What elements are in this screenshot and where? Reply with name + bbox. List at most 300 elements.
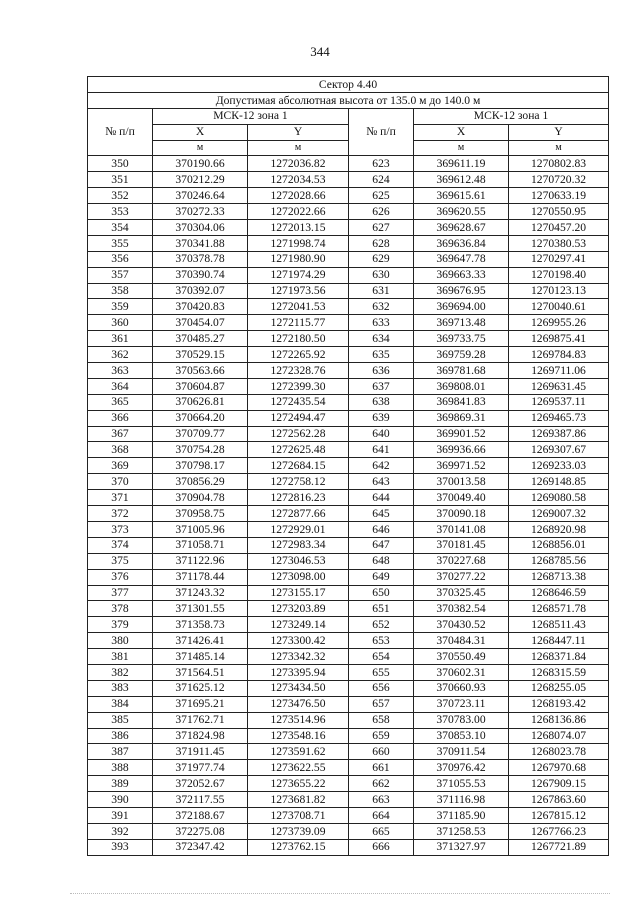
point-number-left: 374 bbox=[88, 537, 153, 553]
x-coordinate-right: 370783.00 bbox=[414, 712, 509, 728]
point-number-left: 392 bbox=[88, 823, 153, 839]
y-coordinate-left: 1272625.48 bbox=[248, 442, 349, 458]
point-number-right: 663 bbox=[349, 792, 414, 808]
point-number-right: 644 bbox=[349, 490, 414, 506]
x-coordinate-right: 369733.75 bbox=[414, 331, 509, 347]
point-number-right: 664 bbox=[349, 807, 414, 823]
y-coordinate-left: 1272028.66 bbox=[248, 188, 349, 204]
y-coordinate-left: 1272328.76 bbox=[248, 363, 349, 379]
point-number-left: 360 bbox=[88, 315, 153, 331]
x-coordinate-left: 372188.67 bbox=[153, 807, 248, 823]
x-coordinate-right: 369713.48 bbox=[414, 315, 509, 331]
coord-system-header-left: МСК-12 зона 1 bbox=[153, 108, 349, 124]
x-coordinate-left: 370485.27 bbox=[153, 331, 248, 347]
x-coordinate-right: 369781.68 bbox=[414, 363, 509, 379]
x-coordinate-right: 369869.31 bbox=[414, 410, 509, 426]
y-coordinate-right: 1267721.89 bbox=[509, 839, 609, 855]
x-coordinate-right: 369647.78 bbox=[414, 251, 509, 267]
table-row bbox=[88, 649, 609, 665]
x-coordinate-left: 372117.55 bbox=[153, 792, 248, 808]
y-coordinate-left: 1271998.74 bbox=[248, 235, 349, 251]
y-coordinate-left: 1273476.50 bbox=[248, 696, 349, 712]
y-coordinate-left: 1273300.42 bbox=[248, 633, 349, 649]
x-coordinate-left: 371977.74 bbox=[153, 760, 248, 776]
point-number-left: 389 bbox=[88, 776, 153, 792]
point-number-left: 366 bbox=[88, 410, 153, 426]
point-number-right: 661 bbox=[349, 760, 414, 776]
y-coordinate-right: 1268447.11 bbox=[509, 633, 609, 649]
table-row bbox=[88, 235, 609, 251]
y-coordinate-right: 1269631.45 bbox=[509, 378, 609, 394]
table-row bbox=[88, 617, 609, 633]
point-number-right: 637 bbox=[349, 378, 414, 394]
x-coordinate-right: 369808.01 bbox=[414, 378, 509, 394]
point-number-left: 369 bbox=[88, 458, 153, 474]
table-row bbox=[88, 363, 609, 379]
point-number-left: 368 bbox=[88, 442, 153, 458]
point-number-left: 367 bbox=[88, 426, 153, 442]
table-row bbox=[88, 426, 609, 442]
x-coordinate-left: 372052.67 bbox=[153, 776, 248, 792]
y-coordinate-right: 1270720.32 bbox=[509, 172, 609, 188]
point-number-left: 372 bbox=[88, 506, 153, 522]
point-number-right: 645 bbox=[349, 506, 414, 522]
x-coordinate-right: 370723.11 bbox=[414, 696, 509, 712]
y-coordinate-left: 1273548.16 bbox=[248, 728, 349, 744]
point-number-left: 350 bbox=[88, 156, 153, 172]
x-coordinate-right: 369611.19 bbox=[414, 156, 509, 172]
point-number-right: 630 bbox=[349, 267, 414, 283]
point-number-left: 356 bbox=[88, 251, 153, 267]
x-coordinate-right: 369694.00 bbox=[414, 299, 509, 315]
y-coordinate-right: 1268255.05 bbox=[509, 680, 609, 696]
x-coordinate-left: 371358.73 bbox=[153, 617, 248, 633]
point-number-right: 643 bbox=[349, 474, 414, 490]
y-coordinate-right: 1268856.01 bbox=[509, 537, 609, 553]
unit-y-right: м bbox=[509, 140, 609, 156]
x-coordinate-left: 372275.08 bbox=[153, 823, 248, 839]
point-number-right: 653 bbox=[349, 633, 414, 649]
point-number-left: 371 bbox=[88, 490, 153, 506]
point-number-right: 626 bbox=[349, 204, 414, 220]
point-number-right: 655 bbox=[349, 664, 414, 680]
point-number-right: 647 bbox=[349, 537, 414, 553]
y-coordinate-right: 1268023.78 bbox=[509, 744, 609, 760]
x-coordinate-right: 370382.54 bbox=[414, 601, 509, 617]
point-number-left: 361 bbox=[88, 331, 153, 347]
y-coordinate-left: 1273155.17 bbox=[248, 585, 349, 601]
table-row bbox=[88, 267, 609, 283]
x-coordinate-right: 370976.42 bbox=[414, 760, 509, 776]
x-coordinate-right: 370227.68 bbox=[414, 553, 509, 569]
y-coordinate-right: 1268193.42 bbox=[509, 696, 609, 712]
x-coordinate-left: 370856.29 bbox=[153, 474, 248, 490]
x-coordinate-left: 370958.75 bbox=[153, 506, 248, 522]
y-coordinate-right: 1269955.26 bbox=[509, 315, 609, 331]
table-row bbox=[88, 220, 609, 236]
y-coordinate-left: 1273514.96 bbox=[248, 712, 349, 728]
y-coordinate-left: 1272684.15 bbox=[248, 458, 349, 474]
x-coordinate-right: 370430.52 bbox=[414, 617, 509, 633]
col-header-number-left: № п/п bbox=[88, 108, 153, 156]
point-number-right: 625 bbox=[349, 188, 414, 204]
y-coordinate-left: 1272435.54 bbox=[248, 394, 349, 410]
col-header-y-right: Y bbox=[509, 124, 609, 140]
x-coordinate-right: 369759.28 bbox=[414, 347, 509, 363]
y-coordinate-right: 1270380.53 bbox=[509, 235, 609, 251]
table-row bbox=[88, 760, 609, 776]
y-coordinate-right: 1267815.12 bbox=[509, 807, 609, 823]
x-coordinate-right: 369620.55 bbox=[414, 204, 509, 220]
x-coordinate-right: 371258.53 bbox=[414, 823, 509, 839]
y-coordinate-left: 1273655.22 bbox=[248, 776, 349, 792]
y-coordinate-left: 1272115.77 bbox=[248, 315, 349, 331]
x-coordinate-left: 371625.12 bbox=[153, 680, 248, 696]
x-coordinate-left: 370341.88 bbox=[153, 235, 248, 251]
point-number-right: 632 bbox=[349, 299, 414, 315]
x-coordinate-left: 370246.64 bbox=[153, 188, 248, 204]
table-row bbox=[88, 283, 609, 299]
table-row bbox=[88, 839, 609, 855]
x-coordinate-left: 370754.28 bbox=[153, 442, 248, 458]
y-coordinate-left: 1273708.71 bbox=[248, 807, 349, 823]
y-coordinate-left: 1272816.23 bbox=[248, 490, 349, 506]
y-coordinate-right: 1269148.85 bbox=[509, 474, 609, 490]
x-coordinate-right: 369901.52 bbox=[414, 426, 509, 442]
point-number-right: 651 bbox=[349, 601, 414, 617]
unit-x-right: м bbox=[414, 140, 509, 156]
col-header-number-right: № п/п bbox=[349, 108, 414, 156]
table-row bbox=[88, 299, 609, 315]
y-coordinate-left: 1272758.12 bbox=[248, 474, 349, 490]
x-coordinate-left: 370664.20 bbox=[153, 410, 248, 426]
point-number-right: 648 bbox=[349, 553, 414, 569]
page-bottom-divider bbox=[70, 893, 610, 894]
y-coordinate-left: 1271974.29 bbox=[248, 267, 349, 283]
point-number-right: 624 bbox=[349, 172, 414, 188]
point-number-right: 635 bbox=[349, 347, 414, 363]
point-number-left: 354 bbox=[88, 220, 153, 236]
x-coordinate-right: 370277.22 bbox=[414, 569, 509, 585]
point-number-right: 656 bbox=[349, 680, 414, 696]
table-row bbox=[88, 410, 609, 426]
x-coordinate-right: 370550.49 bbox=[414, 649, 509, 665]
y-coordinate-right: 1269875.41 bbox=[509, 331, 609, 347]
y-coordinate-left: 1272036.82 bbox=[248, 156, 349, 172]
point-number-left: 352 bbox=[88, 188, 153, 204]
table-row bbox=[88, 712, 609, 728]
y-coordinate-left: 1271980.90 bbox=[248, 251, 349, 267]
table-row bbox=[88, 442, 609, 458]
y-coordinate-left: 1272929.01 bbox=[248, 521, 349, 537]
table-row bbox=[88, 792, 609, 808]
x-coordinate-left: 371485.14 bbox=[153, 649, 248, 665]
y-coordinate-right: 1268713.38 bbox=[509, 569, 609, 585]
point-number-left: 385 bbox=[88, 712, 153, 728]
y-coordinate-right: 1269711.06 bbox=[509, 363, 609, 379]
height-range-caption: Допустимая абсолютная высота от 135.0 м до 140.0 м bbox=[88, 92, 609, 108]
x-coordinate-right: 370484.31 bbox=[414, 633, 509, 649]
point-number-left: 387 bbox=[88, 744, 153, 760]
x-coordinate-left: 371058.71 bbox=[153, 537, 248, 553]
x-coordinate-left: 370378.78 bbox=[153, 251, 248, 267]
x-coordinate-left: 371824.98 bbox=[153, 728, 248, 744]
y-coordinate-right: 1268511.43 bbox=[509, 617, 609, 633]
x-coordinate-right: 370853.10 bbox=[414, 728, 509, 744]
table-row bbox=[88, 506, 609, 522]
point-number-right: 639 bbox=[349, 410, 414, 426]
table-row bbox=[88, 394, 609, 410]
x-coordinate-right: 371055.53 bbox=[414, 776, 509, 792]
point-number-left: 383 bbox=[88, 680, 153, 696]
y-coordinate-left: 1273434.50 bbox=[248, 680, 349, 696]
x-coordinate-right: 370602.31 bbox=[414, 664, 509, 680]
point-number-left: 391 bbox=[88, 807, 153, 823]
table-row bbox=[88, 347, 609, 363]
point-number-right: 640 bbox=[349, 426, 414, 442]
table-row bbox=[88, 172, 609, 188]
x-coordinate-left: 370904.78 bbox=[153, 490, 248, 506]
x-coordinate-right: 369615.61 bbox=[414, 188, 509, 204]
point-number-right: 649 bbox=[349, 569, 414, 585]
sector-title: Сектор 4.40 bbox=[88, 77, 609, 93]
y-coordinate-right: 1269080.58 bbox=[509, 490, 609, 506]
point-number-left: 381 bbox=[88, 649, 153, 665]
y-coordinate-left: 1273046.53 bbox=[248, 553, 349, 569]
point-number-left: 377 bbox=[88, 585, 153, 601]
y-coordinate-left: 1272494.47 bbox=[248, 410, 349, 426]
point-number-right: 631 bbox=[349, 283, 414, 299]
point-number-left: 378 bbox=[88, 601, 153, 617]
page-number: 344 bbox=[310, 44, 330, 59]
x-coordinate-left: 371122.96 bbox=[153, 553, 248, 569]
point-number-right: 665 bbox=[349, 823, 414, 839]
y-coordinate-right: 1267766.23 bbox=[509, 823, 609, 839]
y-coordinate-right: 1269233.03 bbox=[509, 458, 609, 474]
y-coordinate-right: 1270802.83 bbox=[509, 156, 609, 172]
y-coordinate-right: 1268074.07 bbox=[509, 728, 609, 744]
point-number-right: 623 bbox=[349, 156, 414, 172]
y-coordinate-right: 1267909.15 bbox=[509, 776, 609, 792]
x-coordinate-left: 370420.83 bbox=[153, 299, 248, 315]
point-number-left: 370 bbox=[88, 474, 153, 490]
col-header-x-left: X bbox=[153, 124, 248, 140]
x-coordinate-left: 372347.42 bbox=[153, 839, 248, 855]
x-coordinate-left: 371243.32 bbox=[153, 585, 248, 601]
x-coordinate-left: 370392.07 bbox=[153, 283, 248, 299]
x-coordinate-right: 369663.33 bbox=[414, 267, 509, 283]
y-coordinate-right: 1269007.32 bbox=[509, 506, 609, 522]
y-coordinate-right: 1270633.19 bbox=[509, 188, 609, 204]
point-number-left: 382 bbox=[88, 664, 153, 680]
y-coordinate-right: 1268785.56 bbox=[509, 553, 609, 569]
x-coordinate-right: 371116.98 bbox=[414, 792, 509, 808]
table-row bbox=[88, 188, 609, 204]
y-coordinate-right: 1270457.20 bbox=[509, 220, 609, 236]
y-coordinate-right: 1269387.86 bbox=[509, 426, 609, 442]
x-coordinate-left: 370212.29 bbox=[153, 172, 248, 188]
x-coordinate-right: 370181.45 bbox=[414, 537, 509, 553]
point-number-right: 659 bbox=[349, 728, 414, 744]
y-coordinate-right: 1268571.78 bbox=[509, 601, 609, 617]
point-number-left: 384 bbox=[88, 696, 153, 712]
table-row bbox=[88, 156, 609, 172]
x-coordinate-left: 371762.71 bbox=[153, 712, 248, 728]
x-coordinate-left: 370626.81 bbox=[153, 394, 248, 410]
x-coordinate-left: 371005.96 bbox=[153, 521, 248, 537]
y-coordinate-left: 1272041.53 bbox=[248, 299, 349, 315]
y-coordinate-left: 1272983.34 bbox=[248, 537, 349, 553]
y-coordinate-left: 1272265.92 bbox=[248, 347, 349, 363]
x-coordinate-left: 370604.87 bbox=[153, 378, 248, 394]
x-coordinate-left: 370798.17 bbox=[153, 458, 248, 474]
y-coordinate-left: 1273395.94 bbox=[248, 664, 349, 680]
table-row bbox=[88, 696, 609, 712]
table-row bbox=[88, 776, 609, 792]
y-coordinate-right: 1267970.68 bbox=[509, 760, 609, 776]
point-number-left: 351 bbox=[88, 172, 153, 188]
x-coordinate-left: 370709.77 bbox=[153, 426, 248, 442]
point-number-left: 380 bbox=[88, 633, 153, 649]
table-row bbox=[88, 521, 609, 537]
point-number-right: 629 bbox=[349, 251, 414, 267]
y-coordinate-right: 1269537.11 bbox=[509, 394, 609, 410]
y-coordinate-left: 1272399.30 bbox=[248, 378, 349, 394]
y-coordinate-left: 1272022.66 bbox=[248, 204, 349, 220]
point-number-left: 353 bbox=[88, 204, 153, 220]
y-coordinate-right: 1270297.41 bbox=[509, 251, 609, 267]
table-row bbox=[88, 315, 609, 331]
x-coordinate-right: 370013.58 bbox=[414, 474, 509, 490]
point-number-left: 379 bbox=[88, 617, 153, 633]
y-coordinate-right: 1270123.13 bbox=[509, 283, 609, 299]
table-row bbox=[88, 823, 609, 839]
y-coordinate-left: 1272877.66 bbox=[248, 506, 349, 522]
unit-y-left: м bbox=[248, 140, 349, 156]
point-number-left: 365 bbox=[88, 394, 153, 410]
x-coordinate-right: 369936.66 bbox=[414, 442, 509, 458]
table-row bbox=[88, 585, 609, 601]
x-coordinate-left: 370563.66 bbox=[153, 363, 248, 379]
point-number-left: 359 bbox=[88, 299, 153, 315]
y-coordinate-left: 1273249.14 bbox=[248, 617, 349, 633]
x-coordinate-left: 371426.41 bbox=[153, 633, 248, 649]
point-number-right: 658 bbox=[349, 712, 414, 728]
y-coordinate-left: 1273739.09 bbox=[248, 823, 349, 839]
point-number-right: 633 bbox=[349, 315, 414, 331]
x-coordinate-left: 370529.15 bbox=[153, 347, 248, 363]
x-coordinate-right: 369841.83 bbox=[414, 394, 509, 410]
table-row bbox=[88, 474, 609, 490]
point-number-right: 627 bbox=[349, 220, 414, 236]
y-coordinate-right: 1270550.95 bbox=[509, 204, 609, 220]
coordinates-table bbox=[87, 76, 609, 856]
point-number-right: 652 bbox=[349, 617, 414, 633]
point-number-left: 363 bbox=[88, 363, 153, 379]
point-number-right: 666 bbox=[349, 839, 414, 855]
point-number-left: 390 bbox=[88, 792, 153, 808]
point-number-right: 641 bbox=[349, 442, 414, 458]
y-coordinate-right: 1270198.40 bbox=[509, 267, 609, 283]
y-coordinate-right: 1268315.59 bbox=[509, 664, 609, 680]
y-coordinate-left: 1272013.15 bbox=[248, 220, 349, 236]
y-coordinate-right: 1268920.98 bbox=[509, 521, 609, 537]
y-coordinate-right: 1269465.73 bbox=[509, 410, 609, 426]
y-coordinate-left: 1273098.00 bbox=[248, 569, 349, 585]
table-row bbox=[88, 378, 609, 394]
point-number-right: 636 bbox=[349, 363, 414, 379]
col-header-y-left: Y bbox=[248, 124, 349, 140]
x-coordinate-right: 369971.52 bbox=[414, 458, 509, 474]
point-number-right: 662 bbox=[349, 776, 414, 792]
table-row bbox=[88, 680, 609, 696]
y-coordinate-left: 1273762.15 bbox=[248, 839, 349, 855]
table-row bbox=[88, 601, 609, 617]
x-coordinate-right: 371185.90 bbox=[414, 807, 509, 823]
y-coordinate-right: 1268371.84 bbox=[509, 649, 609, 665]
point-number-left: 375 bbox=[88, 553, 153, 569]
y-coordinate-right: 1268136.86 bbox=[509, 712, 609, 728]
x-coordinate-left: 370304.06 bbox=[153, 220, 248, 236]
y-coordinate-right: 1268646.59 bbox=[509, 585, 609, 601]
y-coordinate-left: 1273681.82 bbox=[248, 792, 349, 808]
point-number-right: 650 bbox=[349, 585, 414, 601]
coord-system-header-right: МСК-12 зона 1 bbox=[414, 108, 609, 124]
x-coordinate-left: 371695.21 bbox=[153, 696, 248, 712]
point-number-left: 358 bbox=[88, 283, 153, 299]
x-coordinate-right: 369676.95 bbox=[414, 283, 509, 299]
y-coordinate-left: 1273203.89 bbox=[248, 601, 349, 617]
point-number-left: 393 bbox=[88, 839, 153, 855]
table-row bbox=[88, 553, 609, 569]
x-coordinate-right: 370660.93 bbox=[414, 680, 509, 696]
x-coordinate-right: 370141.08 bbox=[414, 521, 509, 537]
point-number-right: 634 bbox=[349, 331, 414, 347]
x-coordinate-left: 370390.74 bbox=[153, 267, 248, 283]
point-number-left: 364 bbox=[88, 378, 153, 394]
unit-x-left: м bbox=[153, 140, 248, 156]
x-coordinate-right: 370049.40 bbox=[414, 490, 509, 506]
point-number-right: 646 bbox=[349, 521, 414, 537]
x-coordinate-right: 371327.97 bbox=[414, 839, 509, 855]
col-header-x-right: X bbox=[414, 124, 509, 140]
point-number-left: 357 bbox=[88, 267, 153, 283]
x-coordinate-right: 369636.84 bbox=[414, 235, 509, 251]
table-row bbox=[88, 569, 609, 585]
point-number-right: 657 bbox=[349, 696, 414, 712]
point-number-right: 654 bbox=[349, 649, 414, 665]
y-coordinate-left: 1272034.53 bbox=[248, 172, 349, 188]
x-coordinate-right: 370325.45 bbox=[414, 585, 509, 601]
y-coordinate-left: 1273342.32 bbox=[248, 649, 349, 665]
point-number-left: 362 bbox=[88, 347, 153, 363]
y-coordinate-left: 1271973.56 bbox=[248, 283, 349, 299]
table-row bbox=[88, 251, 609, 267]
point-number-right: 660 bbox=[349, 744, 414, 760]
y-coordinate-right: 1269784.83 bbox=[509, 347, 609, 363]
y-coordinate-left: 1273591.62 bbox=[248, 744, 349, 760]
table-row bbox=[88, 728, 609, 744]
x-coordinate-right: 370911.54 bbox=[414, 744, 509, 760]
y-coordinate-right: 1267863.60 bbox=[509, 792, 609, 808]
x-coordinate-left: 370190.66 bbox=[153, 156, 248, 172]
point-number-left: 376 bbox=[88, 569, 153, 585]
x-coordinate-right: 370090.18 bbox=[414, 506, 509, 522]
point-number-right: 638 bbox=[349, 394, 414, 410]
y-coordinate-left: 1272180.50 bbox=[248, 331, 349, 347]
table-row bbox=[88, 204, 609, 220]
table-row bbox=[88, 537, 609, 553]
